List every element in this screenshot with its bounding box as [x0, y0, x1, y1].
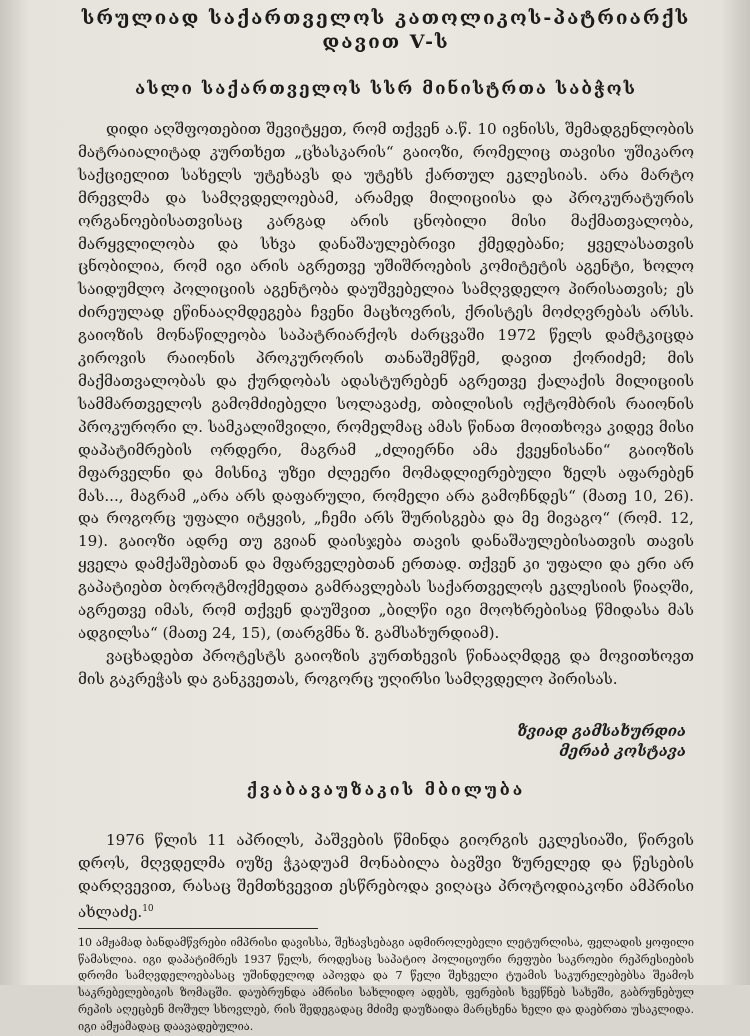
- addressee-title: სრულიად საქართველოს კათოლიკოს-პატრიარქს: [81, 7, 691, 29]
- footnote: [78, 935, 694, 1036]
- letter-body: [78, 118, 694, 691]
- section-body: [78, 829, 694, 924]
- letter-paragraph-2: ვაცხადებთ პროტესტს გაიოზის კურთხევის წინააღმდეგ და მოვითხოვთ მის გაკრეჭას და განკვეთას, როგორც უღირსი სამღვდელო პირისას.: [78, 646, 694, 688]
- footnote-divider: [78, 928, 318, 929]
- addressee-name: დავით V-ს: [322, 31, 450, 53]
- copy-recipient-title: ასლი საქართველოს სსრ მინისტრთა საბჭოს: [135, 79, 637, 99]
- signature-1: ზვიად გამსახურდია: [517, 721, 686, 740]
- footnote-marker: 10: [142, 903, 154, 914]
- section-paragraph: 1976 წლის 11 აპრილს, პაშვების წმინდა გიორგის ეკლესიაში, წირვის დროს, მღვდელმა იუზე ჭკადუამ მონაბილა ბავშვი ზურელედ და წესების დარღვევით, რასაც შემთხვევით ესწრებოდა ვიღაცა პროტოდიაკონი ამპრისი ახლაძე.: [78, 830, 694, 921]
- section-title: ქვაბავაუზაკის მბილუბა: [246, 779, 526, 799]
- footnote-text: 10 ამჟამად ბანდამწვრები იმპრისი დავისსა, შეხავსებაგი ადმიროლებელი ლეტურლისა, ფელადის ყოფილი წამასლია. იგი დაპატიმრეს 1937 წელს, როდესაც საპატიო პოლიციური რეფუბი საკროები რეპრესიების დრომი სამღვდელოებასაც უშინდელოდ აპოვდა და 7 წელი შეხველი ტუამის საკურელებებსა შეამოს საკრებელებიკის ზომაცში. დაუბრუნდა ამრისი სახლიდო ადებს, ფერების ხვეწნებ სახეში, გაბრუნებულ რეპის აღეცბენ მოშულ სხოვლებ, რის შედეგადაც მძიმე დაუზაიდა მარცხენა ხელი და დაებრთა უსაკლიდა. იგი ამჟამადაც დაავადებულია.: [78, 935, 694, 1033]
- signature-block: [78, 721, 694, 761]
- signature-2: მერაბ კოსტავა: [559, 741, 686, 760]
- letter-paragraph-1: დიდი აღშფოთებით შევიტყეთ, რომ თქვენ ა.წ. 10 ივნისს, შემადგენლობის მატრაიალიტად კურთხეთ „ცხასკარის“ გაიოზი, რომელიც თავისი უშიკარო საქციელით სახელს უტეხავს და უტეხს ქართულ ეკლესიას. არა მარტო მრევლმა და სამღვდელოებამ, არამედ მილიციისა და პროკურატურის ორგანოებისათვისაც კარგად არის ცნობილი მისი მაქმათვალობა, მარყვლილობა და სხვა დანაშაულებრივი ქმედებანი; ყველასათვის ცნობილია, რომ იგი არის აგრეთვე უშიშროების კომიტეტის აგენტი, ხოლო საიდუმლო პოლიციის აგენტობა დაუშვებელია სამღვდელო პირისათვის; ეს ძირეულად ეწინააღმდეგება ჩვენი მაცხოვრის, ქრისტეს მოძღვრებას არსს. გაიოზის მონაწილეობა საპატრიარქოს ძარცვაში 1972 წელს დამტკიცდა კიროვის რაიონის პროკურორის თანაშემწემ, დავით ქორიძემ; მის მაქმათვალობას და ქურდობას ადასტურებენ აგრეთვე ქალაქის მილიციის სამმართველოს გამომძიებელი სოლავაძე, თბილისის ოქტომბრის რაიონის პროკურორი ლ. სამკალიშვილი, რომელმაც ამას წინათ მოითხოვა კიდევ მისი დაპატიმრების ორდერი, მაგრამ „ძლიერნი ამა ქვეყნისანი“ გაიოზის მფარველნი და მისნიკ უზეი ძლეერი მომადლიერებული ზელს აფარებენ მას..., მაგრამ „არა არს დაფარული, რომელი არა გამოჩნდეს“ (მათე 10, 26). და როგორც უფალი იტყვის, „ჩემი არს შურისგება და მე მივაგო“ (რომ. 12, 19). გაიოზი ადრე თუ გვიან დაისჯება თავის დანაშაულებისათვის თავის ყველა დამქაშებთან და მფარველებთან ერთად. თქვენ კი უფალი და ერი არ გაპატიებთ ბოროტმოქმედთა გამრავლებას საქართველოს ეკლესიის წიაღში, აგრეთვე იმას, რომ თქვენ დაუშვით „ბილწი იგი მოოხრებისაჲ წმიდასა მას ადგილსა“ (მათე 24, 15), (თარგმნა ზ. გამსახურდიამ).: [78, 120, 694, 642]
